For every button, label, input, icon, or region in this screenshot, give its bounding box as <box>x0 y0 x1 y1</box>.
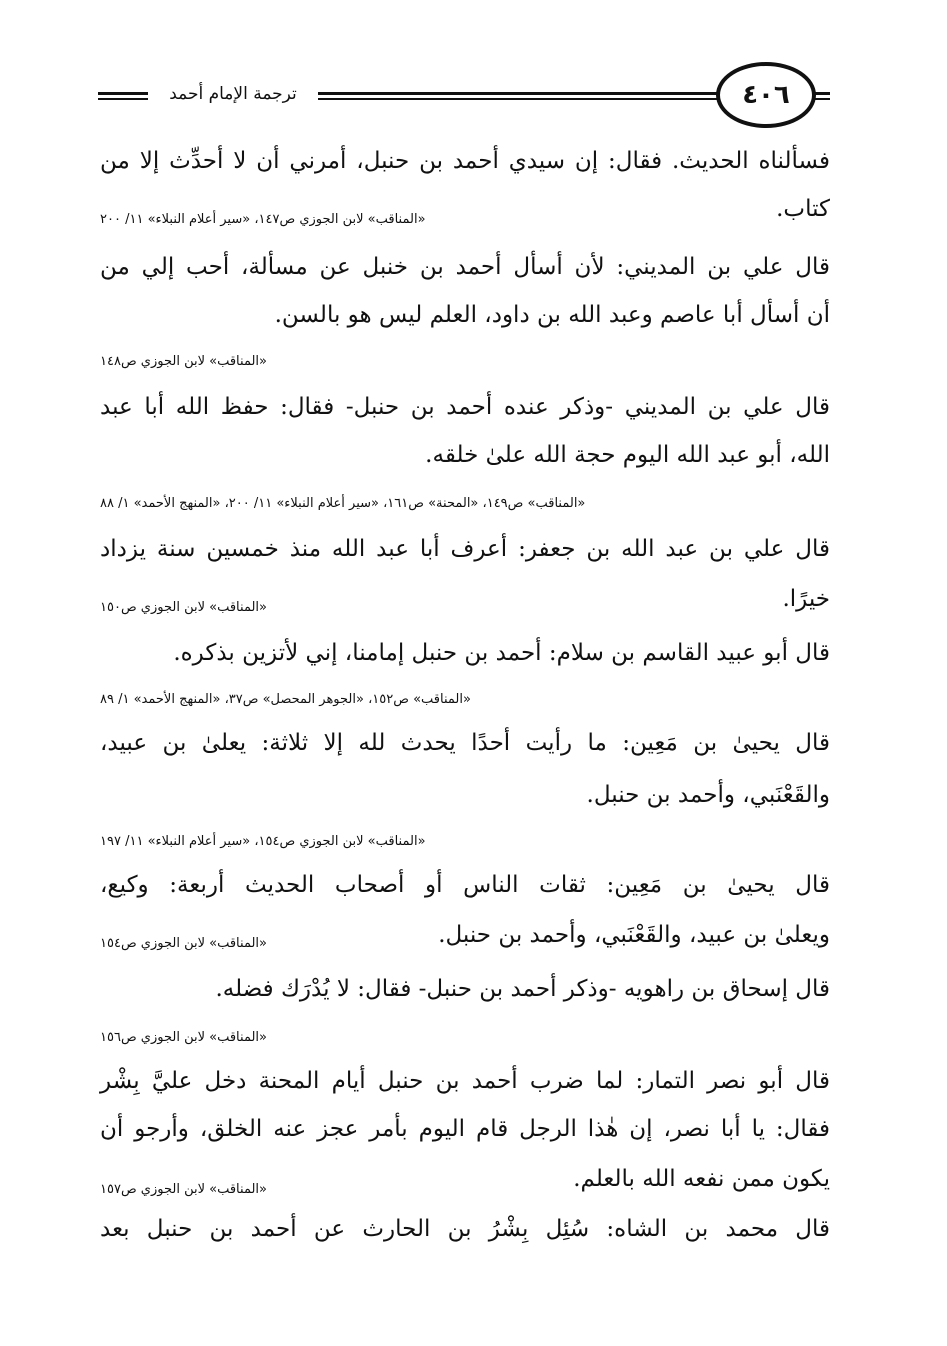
source-citation: «المناقب» لابن الجوزي ص١٥٤، «سير أعلام النبلاء» ١١/ ١٩٧ <box>100 834 426 849</box>
source-citation: «المناقب» لابن الجوزي ص١٥٧ <box>100 1182 267 1197</box>
source-citation: «المناقب» ص١٥٢، «الجوهر المحصل» ص٣٧، «المنهج الأحمد» ١/ ٨٩ <box>100 692 471 707</box>
source-citation: «المناقب» لابن الجوزي ص١٥٤ <box>100 936 267 951</box>
text-line: والقَعْنَبي، وأحمد بن حنبل. <box>586 782 830 808</box>
text-line: قال أبو عبيد القاسم بن سلام: أحمد بن حنبل إمامنا، إني لأتزين بذكره. <box>173 640 830 666</box>
text-line: قال أبو نصر التمار: لما ضرب أحمد بن حنبل أيام المحنة دخل عليَّ بِشْر <box>100 1068 830 1094</box>
header-rule-left-thin <box>98 98 148 100</box>
text-line: ويعلىٰ بن عبيد، والقَعْنَبي، وأحمد بن حنبل. <box>438 922 830 948</box>
source-citation: «المناقب» لابن الجوزي ص١٤٨ <box>100 354 267 369</box>
page-header <box>98 62 828 134</box>
source-citation: «المناقب» لابن الجوزي ص١٥٦ <box>100 1030 267 1045</box>
header-rule-middle <box>318 92 718 95</box>
source-citation: «المناقب» لابن الجوزي ص١٤٧، «سير أعلام النبلاء» ١١/ ٢٠٠ <box>100 212 426 227</box>
text-line: الله، أبو عبد الله اليوم حجة الله علىٰ خلقه. <box>425 442 830 468</box>
text-line: قال إسحاق بن راهويه -وذكر أحمد بن حنبل- فقال: لا يُدْرَك فضله. <box>215 976 830 1002</box>
page-number: ٤٠٦ <box>742 80 790 110</box>
text-line: يكون ممن نفعه الله بالعلم. <box>573 1166 830 1192</box>
text-line: قال علي بن المديني -وذكر عنده أحمد بن حنبل- فقال: حفظ الله أبا عبد <box>100 394 830 420</box>
text-line: قال محمد بن الشاه: سُئِل بِشْرُ بن الحارث عن أحمد بن حنبل بعد <box>100 1216 830 1242</box>
source-citation: «المناقب» ص١٤٩، «المحنة» ص١٦١، «سير أعلام النبلاء» ١١/ ٢٠٠، «المنهج الأحمد» ١/ ٨٨ <box>100 496 586 511</box>
text-line: خيرًا. <box>782 586 830 612</box>
text-line: قال يحيىٰ بن مَعِين: ثقات الناس أو أصحاب الحديث أربعة: وكيع، <box>100 872 830 898</box>
text-line: قال علي بن عبد الله بن جعفر: أعرف أبا عبد الله منذ خمسين سنة يزداد <box>100 536 830 562</box>
text-line: أن أسأل أبا عاصم وعبد الله بن داود، العلم ليس هو بالسن. <box>274 302 830 328</box>
text-line: فسألناه الحديث. فقال: إن سيدي أحمد بن حنبل، أمرني أن لا أحدِّث إلا من <box>100 148 830 174</box>
page-number-oval <box>716 62 816 128</box>
text-line: قال علي بن المديني: لأن أسأل أحمد بن خنبل عن مسألة، أحب إلي من <box>100 254 830 280</box>
header-rule-left <box>98 92 148 95</box>
text-line: فقال: يا أبا نصر، إن هٰذا الرجل قام اليوم بأمر عجز عنه الخلق، وأرجو أن <box>100 1116 830 1142</box>
running-title: ترجمة الإمام أحمد <box>148 84 318 104</box>
text-line: قال يحيىٰ بن مَعِين: ما رأيت أحدًا يحدث لله إلا ثلاثة: يعلىٰ بن عبيد، <box>100 730 830 756</box>
text-line: كتاب. <box>776 196 830 222</box>
header-rule-middle-thin <box>318 98 718 100</box>
source-citation: «المناقب» لابن الجوزي ص١٥٠ <box>100 600 267 615</box>
